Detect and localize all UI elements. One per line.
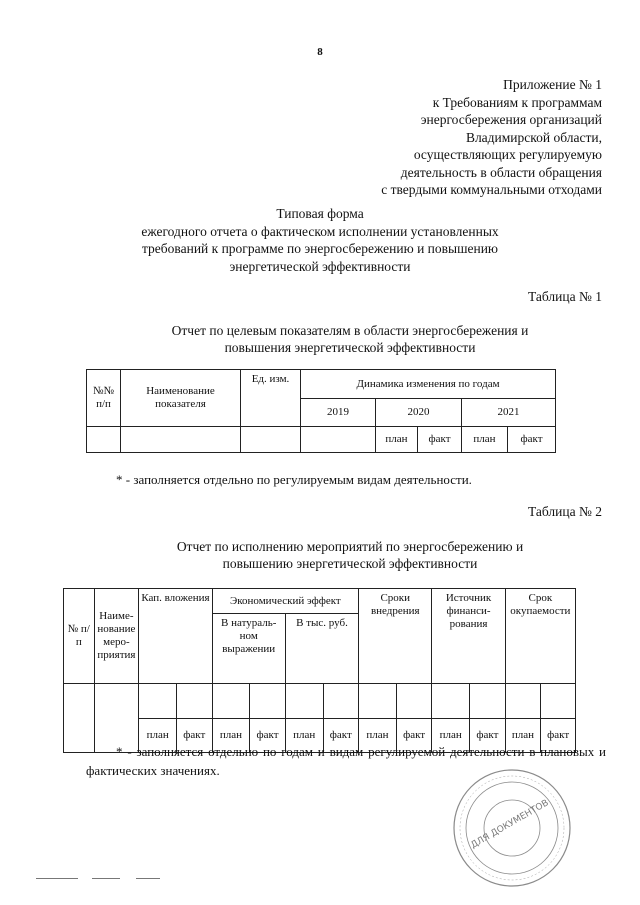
appendix-line: Приложение № 1 [503,77,602,92]
table2-title-line: повышению энергетической эффективности [222,556,478,571]
t2-cell [396,684,432,719]
t2-fact-natural: факт [250,719,286,753]
t2-cell [139,684,177,719]
t1-plan-2020: план [376,427,418,453]
t2-fact-capex: факт [176,719,212,753]
footer-mark [36,878,78,879]
t1-header-dynamics: Динамика изменения по годам [301,370,556,399]
t2-cell [505,684,541,719]
t2-cell [432,684,470,719]
t2-header-capex: Кап. вложения [139,589,212,684]
t2-cell [359,684,397,719]
t2-cell [212,684,250,719]
t1-year-2020: 2020 [376,399,462,427]
t2-cell [470,684,506,719]
t2-fact-terms: факт [396,719,432,753]
appendix-line: с твердыми коммунальными отходами [381,182,602,197]
table1-note: * - заполняется отдельно по регулируемым видам деятельности. [116,472,472,487]
t2-cell [285,684,323,719]
t2-fact-source: факт [470,719,506,753]
table2-label: Таблица № 2 [528,504,602,519]
t2-header-terms: Сроки внедрения [359,589,432,684]
t2-plan-rub: план [285,719,323,753]
t1-year-2021: 2021 [462,399,556,427]
table1-title-line: повышения энергетической эффективности [224,340,476,355]
t2-header-econ-rub: В тыс. руб. [285,614,358,684]
t1-plan-2021: план [462,427,508,453]
appendix-line: осуществляющих регулируемую [413,147,602,162]
t1-cell [87,427,121,453]
table2-title-line: Отчет по исполнению мероприятий по энергосбережению и [176,539,524,554]
table2-note: * - заполняется отдельно по годам и видам регулируемой деятельности в плановых и фактических значениях. [86,744,606,778]
t1-header-unit: Ед. изм. [241,370,301,427]
t1-fact-2020: факт [418,427,462,453]
table1-label: Таблица № 1 [528,289,602,304]
table2-title [140,538,560,572]
footer-mark [92,878,120,879]
t2-header-econ-natural: В натураль-ном выражении [212,614,285,684]
form-title-line: ежегодного отчета о фактическом исполнении установленных [141,223,499,239]
t2-plan-payback: план [505,719,541,753]
t2-fact-rub: факт [323,719,359,753]
t2-header-num: № п/п [64,589,95,684]
t1-header-name: Наименование показателя [121,370,241,427]
form-title-line: энергетической эффективности [229,258,411,274]
t2-header-payback: Срок окупаемости [505,589,575,684]
table1-title-line: Отчет по целевым показателям в области энергосбережения и [171,323,529,338]
footer-mark [136,878,160,879]
t2-plan-source: план [432,719,470,753]
form-title [90,205,550,275]
t2-fact-payback: факт [541,719,576,753]
page-number: 8 [317,46,323,58]
stamp-text: ДЛЯ ДОКУМЕНТОВ [469,798,551,851]
t2-plan-natural: план [212,719,250,753]
t2-cell [176,684,212,719]
t1-cell [121,427,241,453]
t1-header-num: №№ п/п [87,370,121,427]
t2-plan-terms: план [359,719,397,753]
t1-year-2019: 2019 [301,399,376,427]
t2-header-name: Наиме-нование меро-приятия [94,589,139,684]
t1-fact-2021: факт [508,427,556,453]
t2-header-source: Источник финанси-рования [432,589,505,684]
t2-cell [250,684,286,719]
t2-header-econ: Экономический эффект [212,589,359,614]
form-title-line: Типовая форма [276,206,364,221]
table1-title [140,322,560,356]
appendix-line: Владимирской области, [465,129,602,145]
appendix-line: энергосбережения организаций [420,112,602,127]
t1-cell [301,427,376,453]
t2-cell [323,684,359,719]
t2-plan-capex: план [139,719,177,753]
appendix-line: к Требованиям к программам [432,94,602,110]
t2-cell [541,684,576,719]
table2 [63,588,576,753]
seal-stamp-icon [432,768,582,888]
appendix-line: деятельность в области обращения [400,164,602,180]
table1 [86,369,556,453]
form-title-line: требований к программе по энергосбережению и повышению [141,241,499,256]
t1-cell [241,427,301,453]
appendix-block [282,76,602,199]
